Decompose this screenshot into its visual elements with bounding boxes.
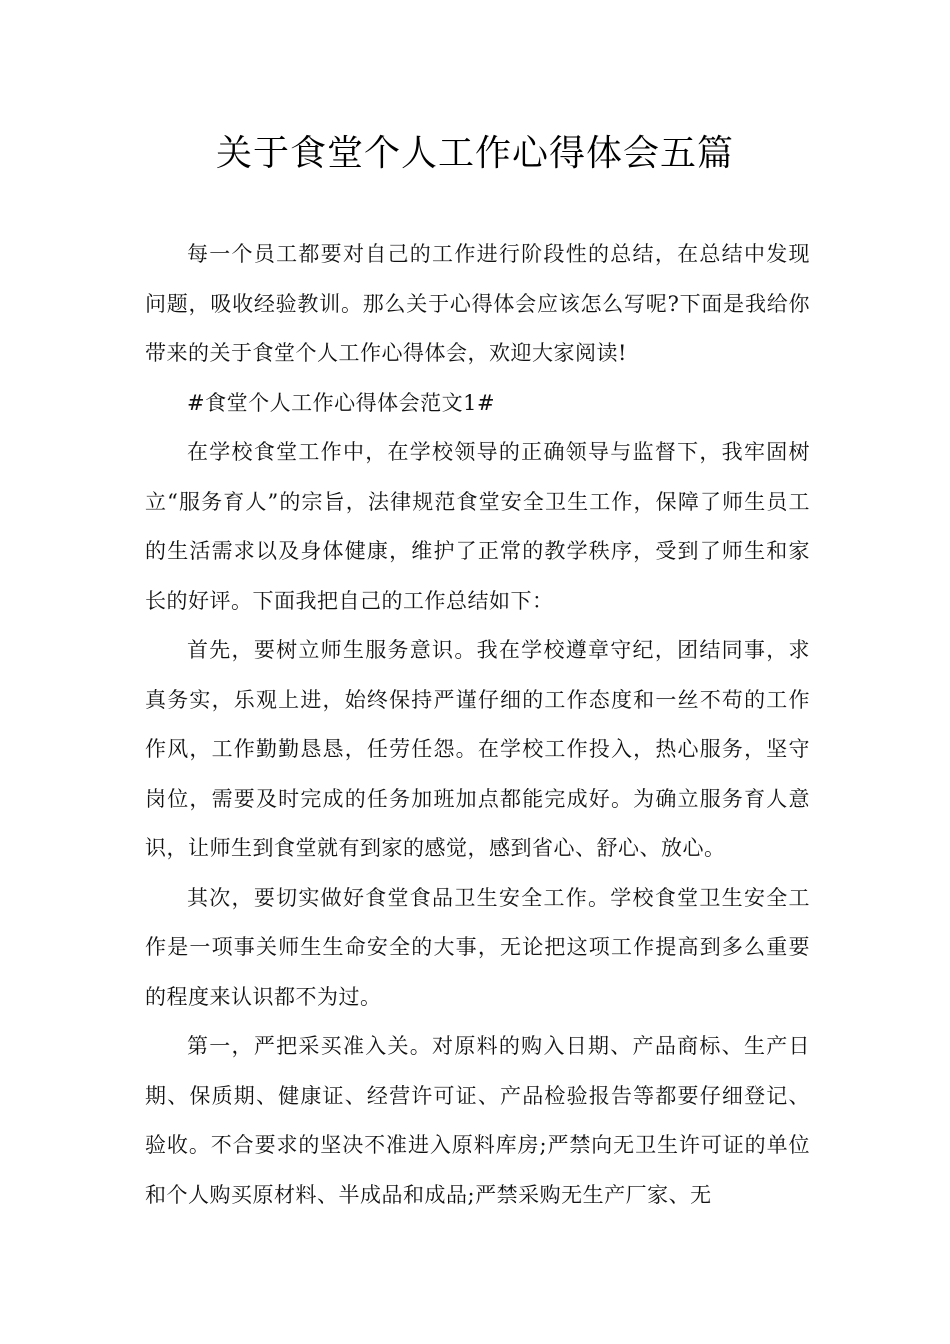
body-paragraph: 首先，要树立师生服务意识。我在学校遵章守纪，团结同事，求真务实，乐观上进，始终保持严谨仔细的工作态度和一丝不苟的工作作风，工作勤勤恳恳，任劳任怨。在学校工作投入，热心服务，坚守岗位，需要及时完成的任务加班加点都能完成好。为确立服务育人意识，让师生到食堂就有到家的感觉，感到省心、舒心、放心。	[145, 638, 810, 860]
document-title: 关于食堂个人工作心得体会五篇	[215, 133, 734, 174]
body-paragraph: 其次，要切实做好食堂食品卫生安全工作。学校食堂卫生安全工作是一项事关师生生命安全的大事，无论把这项工作提高到多么重要的程度来认识都不为过。	[145, 885, 810, 1009]
section-heading: #食堂个人工作心得体会范文1#	[187, 390, 496, 415]
intro-paragraph: 每一个员工都要对自己的工作进行阶段性的总结，在总结中发现问题，吸收经验教训。那么关于心得体会应该怎么写呢?下面是我给你带来的关于食堂个人工作心得体会，欢迎大家阅读!	[145, 242, 810, 365]
body-paragraph: 在学校食堂工作中，在学校领导的正确领导与监督下，我牢固树立“服务育人”的宗旨，法律规范食堂安全卫生工作，保障了师生员工的生活需求以及身体健康，维护了正常的教学秩序，受到了师生和家长的好评。下面我把自己的工作总结如下：	[145, 440, 810, 613]
document-body	[145, 230, 810, 1220]
body-paragraph: 第一，严把采买准入关。对原料的购入日期、产品商标、生产日期、保质期、健康证、经营许可证、产品检验报告等都要仔细登记、验收。不合要求的坚决不准进入原料库房;严禁向无卫生许可证的单位和个人购买原材料、半成品和成品;严禁采购无生产厂家、无	[145, 1034, 810, 1207]
